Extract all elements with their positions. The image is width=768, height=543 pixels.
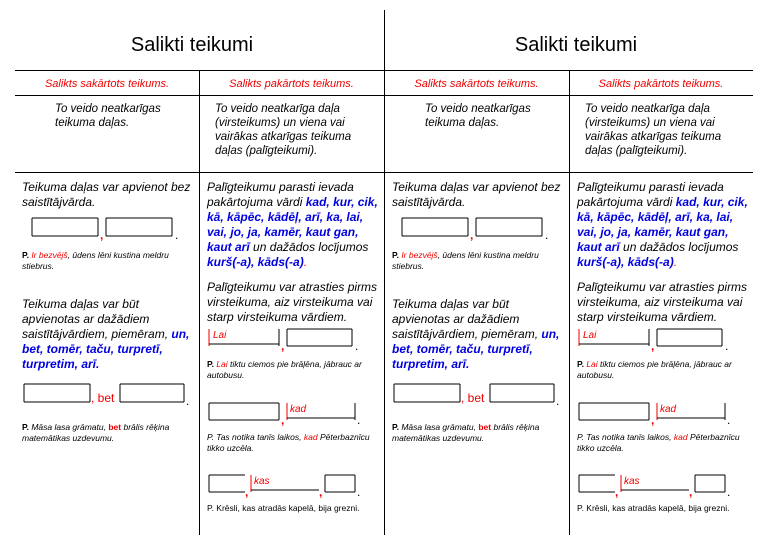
svg-text:.: . [545,228,549,242]
intro-bottom-line [15,172,753,173]
svg-text:,: , [281,413,285,426]
sub-diagram-3 [207,472,377,498]
coord-diagram-2-r [392,380,562,412]
svg-text:.: . [727,485,731,498]
column-divider-left [199,70,200,535]
svg-text:,: , [689,485,693,498]
coord-intro: To veido neatkarīgas teikuma daļas. [55,103,161,129]
sub-intro: To veido neatkarīga daļa (virsteikums) un viena vai vairākas atkarīgas teikuma daļas (palīgteikumi). [215,103,352,157]
sub-diagram-2 [207,400,377,426]
coord-example-1: P. Ir bezvējš, ūdens lēni kustina meldru stiebrus. [22,250,169,271]
coord-text1-r: Teikuma daļas var apvienot bez saistītājvārda. [392,180,561,209]
column-divider-right [569,70,570,535]
svg-text:kad: kad [660,404,677,415]
svg-text:kas: kas [624,476,640,487]
svg-text:, bet: , bet [91,391,115,405]
svg-text:,: , [245,485,249,498]
coord-example-2-r: P. Māsa lasa grāmatu, bet brālis rēķina matemātikas uzdevumu. [392,422,540,443]
svg-text:.: . [727,413,731,426]
coord-text2-r: Teikuma daļas var būt apvienotas ar dažādiem saistītājvārdiem, piemēram, un, bet, tomēr, taču, turpretī, turpretim, arī. [392,297,560,371]
coord-intro-r: To veido neatkarīgas teikuma daļas. [425,103,531,129]
svg-text:, bet: , bet [461,391,485,405]
header-subordinated-right: Salikts pakārtots teikums. [598,78,724,90]
sub-diagram-1-r [577,326,747,352]
sub-text1-r: Palīgteikumu parasti ievada pakārtojuma vārdi kad, kur, cik, kā, kāpēc, kādēļ, arī, ka, lai, vai, jo, ja, kamēr, kaut gan, kaut arī un dažādos locījumos kurš(-a), kāds(-a). [577,180,748,269]
sub-example-3-r: P. Krēsli, kas atradās kapelā, bija grezni. [577,503,730,513]
sub-text2: Palīgteikumu var atrasties pirms virsteikuma, aiz virsteikuma vai starp virsteikuma vārdiem. [207,280,378,324]
svg-text:Lai: Lai [213,330,227,341]
sub-text1: Palīgteikumu parasti ievada pakārtojuma vārdi kad, kur, cik, kā, kāpēc, kādēļ, arī, ka, lai, vai, jo, ja, kamēr, kaut gan, kaut arī un dažādos locījumos kurš(-a), kāds(-a). [207,180,378,269]
svg-text:.: . [355,339,359,352]
svg-text:kas: kas [254,476,270,487]
page-title-right: Salikti teikumi [514,34,638,56]
svg-text:,: , [651,413,655,426]
coord-text1: Teikuma daļas var apvienot bez saistītājvārda. [22,180,191,209]
page-title-left: Salikti teikumi [130,34,254,56]
svg-text:.: . [357,485,361,498]
svg-text:,: , [615,485,619,498]
sub-example-2: P. Tas notika tanīs laikos, kad Pēterbaznīcu tikko uzcēla. [207,432,370,453]
sub-diagram-1 [207,326,377,352]
svg-text:kad: kad [290,404,307,415]
svg-text:.: . [175,228,179,242]
sub-example-1: P. Lai tiktu ciemos pie brāļēna, jābrauc ar autobusu. [207,359,362,380]
svg-text:.: . [357,413,361,426]
svg-text:,: , [470,228,474,242]
svg-text:,: , [319,485,323,498]
svg-text:,: , [651,339,655,352]
header-coordinated-left: Salikts sakārtots teikums. [44,78,170,90]
header-bottom-line [15,95,753,96]
svg-text:,: , [100,228,104,242]
sub-diagram-2-r [577,400,747,426]
coord-text2: Teikuma daļas var būt apvienotas ar dažādiem saistītājvārdiem, piemēram, un, bet, tomēr, taču, turpretī, turpretim, arī. [22,297,190,371]
svg-text:.: . [725,339,729,352]
sub-example-2-r: P. Tas notika tanīs laikos, kad Pēterbaznīcu tikko uzcēla. [577,432,740,453]
svg-text:Lai: Lai [583,330,597,341]
sub-intro-r: To veido neatkarīga daļa (virsteikums) un viena vai vairākas atkarīgas teikuma daļas (palīgteikumi). [585,103,722,157]
sub-diagram-3-r [577,472,747,498]
coord-example-2: P. Māsa lasa grāmatu, bet brālis rēķina matemātikas uzdevumu. [22,422,170,443]
header-top-line [15,70,753,71]
sub-text2-r: Palīgteikumu var atrasties pirms virsteikuma, aiz virsteikuma vai starp virsteikuma vārdiem. [577,280,748,324]
coord-diagram-1 [30,214,185,244]
coord-diagram-1-r [400,214,555,244]
sub-example-3: P. Krēsli, kas atradās kapelā, bija grezni. [207,503,360,513]
svg-text:.: . [556,394,560,408]
coord-diagram-2 [22,380,192,412]
sub-example-1-r: P. Lai tiktu ciemos pie brāļēna, jābrauc ar autobusu. [577,359,732,380]
svg-text:,: , [281,339,285,352]
coord-example-1-r: P. Ir bezvējš, ūdens lēni kustina meldru stiebrus. [392,250,539,271]
svg-text:.: . [186,394,190,408]
header-subordinated-left: Salikts pakārtots teikums. [229,78,354,90]
header-coordinated-right: Salikts sakārtots teikums. [414,78,539,90]
